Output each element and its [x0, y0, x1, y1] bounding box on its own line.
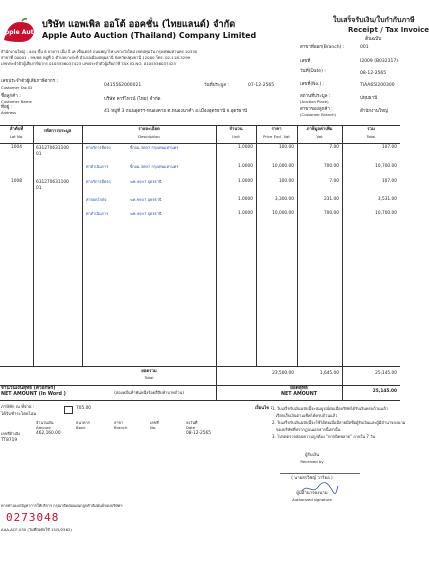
row-vat: 7.00	[329, 145, 339, 150]
row-desc-type: ค่าจอดโกดัง	[86, 197, 107, 202]
serial-number: 0273048	[6, 511, 60, 524]
row-desc-plate: จิ้กอม-3897 กรุงเทพมหานคร	[130, 145, 179, 150]
row-unit: 1.0000	[237, 164, 253, 169]
row-lot: 1008	[11, 179, 22, 184]
amount-value: 462,160.00	[36, 431, 61, 436]
condition-item: 1. ใบเสร็จรับเงินฉบับนี้จะสมบูรณ์ต่อเมื่อบริษัทได้รับเงินครบถ้วนแล้ว	[272, 406, 388, 411]
pay-no-label: เลขที่	[150, 420, 159, 425]
doc-number-label: เลขที่(No.) :	[300, 82, 325, 87]
customer-name-label-en: Customer Name	[1, 99, 32, 104]
pay-branch-label-en: Branch	[114, 425, 128, 430]
row-unit: 1.0000	[237, 179, 253, 184]
pay-date-label-en: Date	[186, 425, 196, 430]
col-header-total: รวม	[367, 127, 375, 132]
bank-label: ธนาคาร	[76, 420, 90, 425]
company-address-1: สำนักงานใหญ่ : 444 ชั้น 8 อาคาร เอ็ม บี เค เซ็นเตอร์ ถนนพญาไท แขวงวังใหม่ เขตปทุมวัน กรุงเทพมหานคร 10330	[1, 49, 198, 54]
row-unit: 1.0000	[237, 211, 253, 216]
row-price: 100.00	[278, 145, 294, 150]
wht-amount: 705.00	[76, 406, 92, 411]
row-total: 107.00	[381, 145, 397, 150]
reference-label: เลขที่	[300, 59, 311, 64]
row-lot: 1004	[11, 145, 22, 150]
col-header-unit-en: Unit	[232, 134, 240, 139]
issue-branch-value: 001	[360, 45, 369, 50]
amount-label: จำนวนเงิน	[36, 420, 54, 425]
pay-ref-label: เลขที่อ้างอิง	[1, 431, 21, 436]
col-header-lot-en: Lot No.	[9, 134, 24, 139]
customer-branch-label-en: (Customer Branch)	[300, 112, 337, 117]
customer-name-value: บริษัท คาร์ไทวน์ (ไทย) จำกัด	[104, 97, 161, 102]
customer-taxid-label-en: Customer Tax ID	[1, 85, 33, 90]
date-value: 08-12-2565	[360, 71, 387, 76]
wht-label: ภาษีหัก ณ ที่จ่าย :	[1, 405, 35, 410]
row-vat: 7.00	[329, 179, 339, 184]
col-header-price: ราคา	[271, 127, 282, 132]
doc-title-th: ใบเสร็จรับเงิน/ใบกำกับภาษี	[333, 16, 415, 24]
company-tax-id: เลขประจำตัวผู้เสียภาษีอากร 0105556037423 เลขประจำตัวผู้เสียภาษี TAX ID.NO. 0105556037423	[1, 61, 176, 66]
net-amount-words: (สองหมื่นห้าพันหนึ่งร้อยสี่สิบห้าบาทถ้วน)	[114, 390, 184, 395]
subtotal-price: 23,500.00	[272, 371, 294, 376]
signer-name: ( นายสรวิชญ์ วาริยอ )	[291, 476, 333, 481]
row-price: 100.00	[278, 179, 294, 184]
row-total: 3,531.00	[377, 197, 397, 202]
row-desc-plate: ฆค-9947 อุดรธานี	[130, 211, 162, 216]
svg-text:Apple Auto: Apple Auto	[0, 29, 38, 36]
auction-date-label: วันที่ประมูล :	[204, 83, 229, 88]
col-header-vat: ภาษีมูลค่าเพิ่ม	[306, 127, 333, 132]
row-vat: 700.00	[323, 211, 339, 216]
pay-ref-value: TT8719	[1, 438, 18, 443]
company-address-2: สาขาที่ 00001 : 99/88 หมู่ที่ 2 ตำบลบางกะดี อำเภอเมืองปทุมธานี จังหวัดปทุมธานี 12000 โทร. 02-118-3299	[1, 55, 191, 60]
condition-item: ของบริษัทที่ปรากฏบนเอกสารนี้เท่านั้น	[272, 427, 341, 432]
auction-place-label-en: (Auction Place)	[300, 99, 329, 104]
row-desc-type: ค่าบริการยึดรถ	[86, 179, 111, 184]
company-name-en: Apple Auto Auction (Thailand) Company Limited	[42, 31, 257, 40]
net-label-en: NET AMOUNT	[281, 392, 317, 397]
condition-item: 2. ใบเสร็จรับเงินฉบับนี้จะใช้ได้ต่อเมื่อมีลายมือชื่อผู้รับเงินและผู้มีอำนาจลงนาม	[272, 420, 406, 425]
customer-branch-value: สำนักงานใหญ่	[360, 109, 388, 114]
form-code: AAA-ACF-030 (วันที่บังคับใช้ 15/5/2562)	[1, 527, 72, 532]
footer-note: หากท่านพบปัญหาการให้บริการ กรุณาติดต่อแผนกลูกค้าสัมพันธ์ของบริษัทฯ	[1, 503, 123, 508]
col-header-lot: ลำดับที่	[9, 127, 24, 132]
company-logo	[0, 18, 38, 44]
subtotal-total: 25,145.00	[375, 371, 397, 376]
row-desc-plate: ฆค-9947 อุดรธานี	[130, 197, 162, 202]
row-price: 3,300.00	[274, 197, 294, 202]
doc-title-en: Receipt / Tax Invoice	[348, 26, 429, 34]
row-total: 10,700.00	[375, 164, 397, 169]
customer-taxid-label: เลขประจำตัวผู้เสียภาษีอากร :	[1, 79, 59, 84]
bank-label-en: Bank	[76, 425, 86, 430]
col-header-vat-en: Vat	[316, 134, 323, 139]
subtotal-label: ยอดรวม	[141, 369, 157, 374]
auction-place-value: ปทุมธานี	[360, 96, 378, 101]
row-price: 10,000.00	[272, 164, 294, 169]
row-desc-plate: ฆค-9947 อุดรธานี	[130, 179, 162, 184]
row-price: 10,000.00	[272, 211, 294, 216]
net-words-label: จำนวนเงินสุทธิ (ตัวอักษร)	[1, 386, 56, 391]
row-unit: 1.0000	[237, 145, 253, 150]
customer-taxid-value: 0415562000021	[104, 83, 142, 88]
row-desc-type: ค่าดำเนินการ	[86, 164, 109, 169]
col-header-description: รายละเอียด	[138, 127, 160, 132]
col-header-code: รหัสการประมูล	[43, 129, 72, 134]
col-header-price-en: Price Excl. Vat	[263, 134, 290, 139]
condition-item: เรียกเก็บเงินตามเช็คได้ครบถ้วนแล้ว	[272, 413, 338, 418]
doc-number-value: TIAA65I200300	[360, 83, 395, 88]
auction-date-value: 07-12-2565	[248, 83, 275, 88]
customer-address-value: 41 หมู่ที่ 3 ถนนอุดรฯ-หนองคาย ต.หนองนาคำ อ.เมืองอุดรธานี จ.อุดรธานี	[104, 109, 248, 114]
pay-date-label: ลงวันที่	[186, 420, 198, 425]
payment-method-label: ได้รับชำระโดยโอน	[1, 412, 37, 417]
doc-copy-label: ต้นฉบับ	[365, 36, 382, 42]
receiver-label: ผู้รับเงิน	[304, 453, 320, 458]
payment-checkbox	[64, 406, 73, 414]
authorized-label: ผู้มีอำนาจลงนาม	[296, 491, 328, 496]
net-label-th: ยอดสุทธิ	[290, 386, 308, 391]
amount-label-en: Amount	[36, 425, 51, 430]
customer-address-label-en: Address	[1, 110, 17, 115]
row-desc-plate: จิ้กอม-3897 กรุงเทพมหานคร	[130, 164, 179, 169]
row-unit: 1.0000	[237, 197, 253, 202]
subtotal-label-en: Total	[144, 375, 154, 380]
row-code: 631270631100 01	[36, 146, 69, 157]
net-words-label-en: NET AMOUNT (In Word )	[1, 392, 66, 397]
row-total: 107.00	[381, 179, 397, 184]
row-desc-type: ค่าบริการยึดรถ	[86, 145, 111, 150]
net-amount-value: 25,145.00	[372, 389, 397, 394]
customer-name-label: ชื่อลูกค้า :	[1, 94, 21, 99]
reference-value: I2009 (B032317)	[360, 59, 398, 64]
col-header-description-en: Description	[138, 134, 160, 139]
col-header-total-en: Total	[366, 134, 376, 139]
company-name-th: บริษัท แอพเพิล ออโต้ ออคชั่น (ไทยแลนด์) จำกัด	[42, 19, 236, 30]
pay-branch-label: สาขา	[114, 420, 124, 425]
auction-place-label: สถานที่ประมูล :	[300, 94, 331, 99]
row-total: 10,700.00	[375, 211, 397, 216]
authorized-label-en: Authorized signature	[292, 497, 332, 502]
row-vat: 231.00	[323, 197, 339, 202]
pay-date-value: 08-12-2565	[186, 431, 211, 436]
row-code: 631270631100 01	[36, 180, 69, 191]
subtotal-vat: 1,645.00	[319, 371, 339, 376]
receiver-label-en: Received by	[300, 459, 324, 464]
row-vat: 700.00	[323, 164, 339, 169]
customer-address-label: ที่อยู่ :	[1, 105, 13, 110]
conditions-label: เงื่อนไข :	[255, 406, 273, 411]
issue-branch-label: สาขาที่ออก(Branch) :	[300, 45, 345, 50]
col-header-unit: จำนวน	[229, 127, 243, 132]
condition-item: 3. โปรดตรวจสอบความถูกต้อง "หากผิดพลาด" ภายใน 7 วัน	[272, 434, 376, 439]
pay-no-label-en: No.	[150, 425, 157, 430]
date-label: วันที่(Date) :	[300, 69, 326, 74]
row-desc-type: ค่าดำเนินการ	[86, 211, 109, 216]
customer-branch-label: สาขาของลูกค้า :	[300, 107, 333, 112]
